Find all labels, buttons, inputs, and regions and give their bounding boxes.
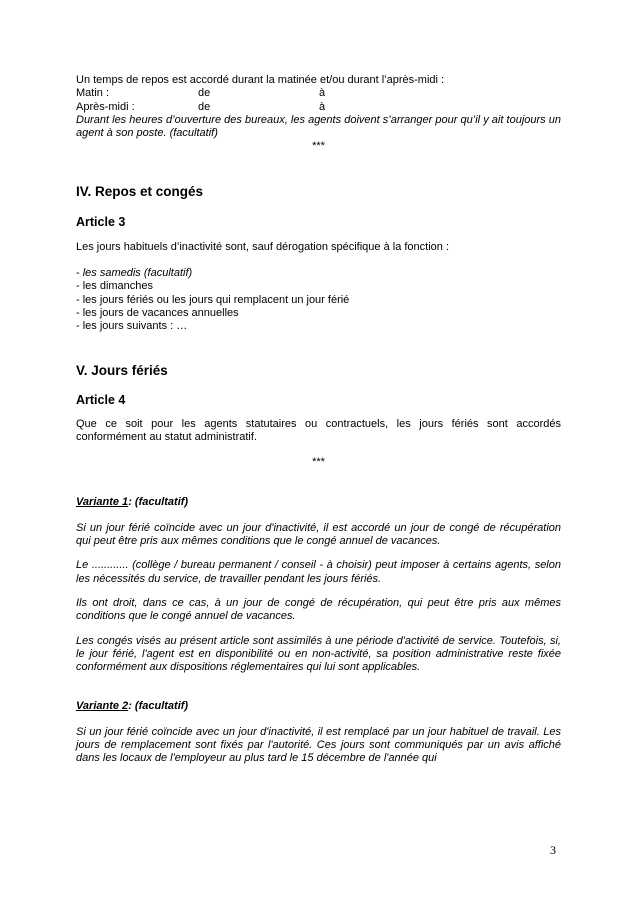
page-number: 3 xyxy=(550,843,556,857)
variante-1-suffix: : (facultatif) xyxy=(128,496,189,509)
matin-a: à xyxy=(319,87,326,100)
variante-2-suffix: : (facultatif) xyxy=(128,700,189,713)
variante-1-paragraph: Si un jour férié coïncide avec un jour d'inactivité, il est accordé un jour de congé de récupération qui peut être pris aux mêmes conditions que le congé annuel de vacances. xyxy=(76,521,561,548)
list-dash: - xyxy=(76,267,83,280)
separator-stars: *** xyxy=(312,456,325,469)
section-title-repos: IV. Repos et congés xyxy=(76,183,204,199)
variante-1-paragraph: Le ............ (collège / bureau permanent / conseil - à choisir) peut imposer à certains agents, selon les nécessités du service, de travailler pendant les jours fériés. xyxy=(76,559,561,585)
variante-1-label: Variante 1 xyxy=(76,496,129,509)
bureaux-note: Durant les heures d’ouverture des bureaux, les agents doivent s’arranger pour qu’il y ait toujours un agent à son poste. (facultatif) xyxy=(76,113,561,140)
list-item-samedis: les samedis (facultatif) xyxy=(82,267,193,280)
list-item: - les jours fériés ou les jours qui remplacent un jour férié xyxy=(76,293,350,306)
article-3-heading: Article 3 xyxy=(76,214,126,229)
variante-1-heading xyxy=(76,496,561,509)
separator-stars: *** xyxy=(312,140,325,153)
apres-midi-de: de xyxy=(198,100,211,113)
list-item xyxy=(76,267,561,280)
matin-row xyxy=(76,87,561,100)
article-3-intro: Les jours habituels d’inactivité sont, sauf dérogation spécifique à la fonction : xyxy=(76,240,450,253)
apres-midi-label: Après-midi : xyxy=(76,100,135,113)
variante-1-paragraph: Les congés visés au présent article sont assimilés à une période d'activité de service. Toutefois, si, le jour férié, l'agent est en disponibilité ou en non-activité, sa position administrative reste fixée conformément aux dispositions réglementaires qui lui sont applicables. xyxy=(76,634,561,674)
repos-intro: Un temps de repos est accordé durant la matinée et/ou durant l’après-midi : xyxy=(76,74,445,86)
list-item: - les dimanches xyxy=(76,280,154,293)
variante-1-paragraph: Ils ont droit, dans ce cas, à un jour de congé de récupération, qui peut être pris aux mêmes conditions que le congé annuel de vacances. xyxy=(76,596,561,623)
section-title-jours-feries: V. Jours fériés xyxy=(76,362,168,378)
apres-midi-row xyxy=(76,101,561,114)
variante-2-paragraph: Si un jour férié coïncide avec un jour d'inactivité, il est remplacé par un jour habituel de travail. Les jours de remplacement sont fixés par l'autorité. Ces jours sont communiqués par un avis affiché dans les locaux de l'employeur au plus tard le 15 décembre de l'année qui xyxy=(76,725,561,765)
variante-2-heading xyxy=(76,700,561,713)
article-4-heading: Article 4 xyxy=(76,392,126,407)
apres-midi-a: à xyxy=(319,100,326,113)
list-item: - les jours de vacances annuelles xyxy=(76,306,239,319)
document-page xyxy=(76,74,561,766)
article-4-text: Que ce soit pour les agents statutaires ou contractuels, les jours fériés sont accordés conformément au statut administratif. xyxy=(76,417,561,443)
inactivity-list xyxy=(76,267,561,333)
matin-label: Matin : xyxy=(76,87,110,100)
matin-de: de xyxy=(198,87,211,100)
variante-2-label: Variante 2 xyxy=(76,700,129,713)
list-item: - les jours suivants : … xyxy=(76,320,188,333)
